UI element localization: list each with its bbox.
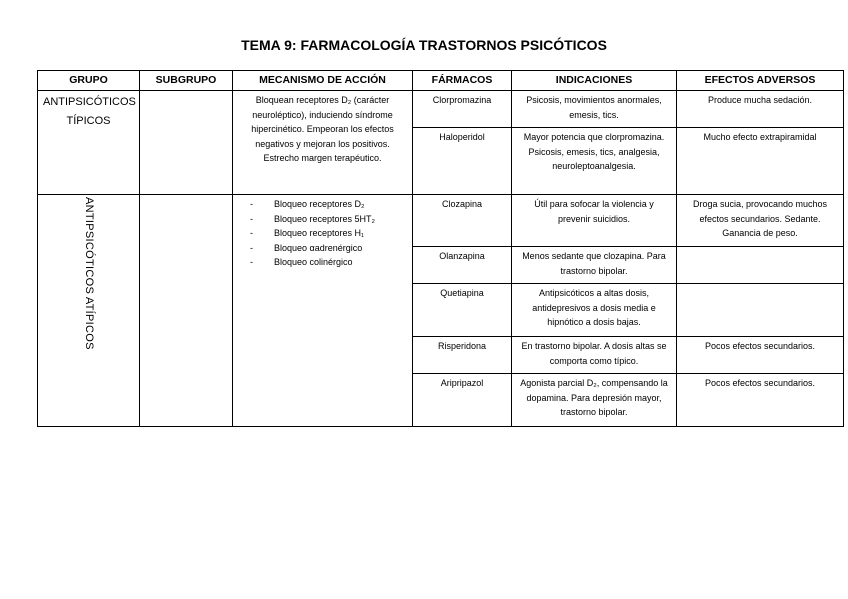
- indications-cell: Psicosis, movimientos anormales, emesis, tics.: [512, 91, 677, 128]
- mechanism-list-item: - Bloqueo receptores H₁: [250, 226, 407, 241]
- header-farmacos: FÁRMACOS: [413, 71, 512, 91]
- indications-cell: Agonista parcial D₂, compensando la dopamina. Para depresión mayor, trastorno bipolar.: [512, 374, 677, 427]
- mechanism-list-item: - Bloqueo receptores D₂: [250, 197, 407, 212]
- indications-cell: En trastorno bipolar. A dosis altas se comporta como típico.: [512, 337, 677, 374]
- mechanism-list-item: - Bloqueo colinérgico: [250, 255, 407, 270]
- group-label-line: ANTIPSICÓTICOS: [43, 96, 136, 108]
- adverse-effects-cell: Mucho efecto extrapiramidal: [677, 128, 844, 195]
- pharmacology-table: [37, 70, 844, 427]
- drug-name-cell: Aripripazol: [413, 374, 512, 427]
- drug-name-cell: Risperidona: [413, 337, 512, 374]
- group-label-vertical: ANTIPSICÓTICOS ATÍPICOS: [83, 197, 95, 350]
- indications-cell: Útil para sofocar la violencia y prevenir suicidios.: [512, 195, 677, 247]
- drug-name-cell: Clorpromazina: [413, 91, 512, 128]
- adverse-effects-cell: Droga sucia, provocando muchos efectos secundarios. Sedante. Ganancia de peso.: [677, 195, 844, 247]
- subgroup-cell: [140, 91, 233, 195]
- drug-name-cell: Clozapina: [413, 195, 512, 247]
- adverse-effects-cell: Pocos efectos secundarios.: [677, 374, 844, 427]
- header-indicaciones: INDICACIONES: [512, 71, 677, 91]
- table-row: [38, 91, 844, 128]
- indications-cell: Mayor potencia que clorpromazina. Psicosis, emesis, tics, analgesia, neuroleptoanalgesia.: [512, 128, 677, 195]
- group-cell-tipicos: [38, 91, 140, 195]
- group-label-line: TÍPICOS: [66, 115, 111, 127]
- header-efectos: EFECTOS ADVERSOS: [677, 71, 844, 91]
- adverse-effects-cell: Pocos efectos secundarios.: [677, 337, 844, 374]
- table-row: [38, 195, 844, 247]
- adverse-effects-cell: [677, 247, 844, 284]
- adverse-effects-cell: Produce mucha sedación.: [677, 91, 844, 128]
- adverse-effects-cell: [677, 284, 844, 337]
- mechanism-cell-atipicos: [233, 195, 413, 427]
- subgroup-cell: [140, 195, 233, 427]
- drug-name-cell: Quetiapina: [413, 284, 512, 337]
- drug-name-cell: Olanzapina: [413, 247, 512, 284]
- drug-name-cell: Haloperidol: [413, 128, 512, 195]
- mechanism-list-item: - Bloqueo receptores 5HT₂: [250, 212, 407, 227]
- mechanism-list: [250, 197, 407, 270]
- page-title: TEMA 9: FARMACOLOGÍA TRASTORNOS PSICÓTICOS: [241, 37, 607, 53]
- group-cell-atipicos: [38, 195, 140, 427]
- mechanism-cell-tipicos: Bloquean receptores D₂ (carácter neuroléptico), induciendo síndrome hipercinético. Empeoran los efectos negativos y mejoran los positivos. Estrecho margen terapéutico.: [233, 91, 413, 195]
- header-grupo: GRUPO: [38, 71, 140, 91]
- indications-cell: Menos sedante que clozapina. Para trastorno bipolar.: [512, 247, 677, 284]
- header-subgrupo: SUBGRUPO: [140, 71, 233, 91]
- header-mecanismo: MECANISMO DE ACCIÓN: [233, 71, 413, 91]
- header-row: [38, 71, 844, 91]
- mechanism-list-item: - Bloqueo αadrenérgico: [250, 241, 407, 256]
- indications-cell: Antipsicóticos a altas dosis, antidepresivos a dosis media e hipnótico a dosis bajas.: [512, 284, 677, 337]
